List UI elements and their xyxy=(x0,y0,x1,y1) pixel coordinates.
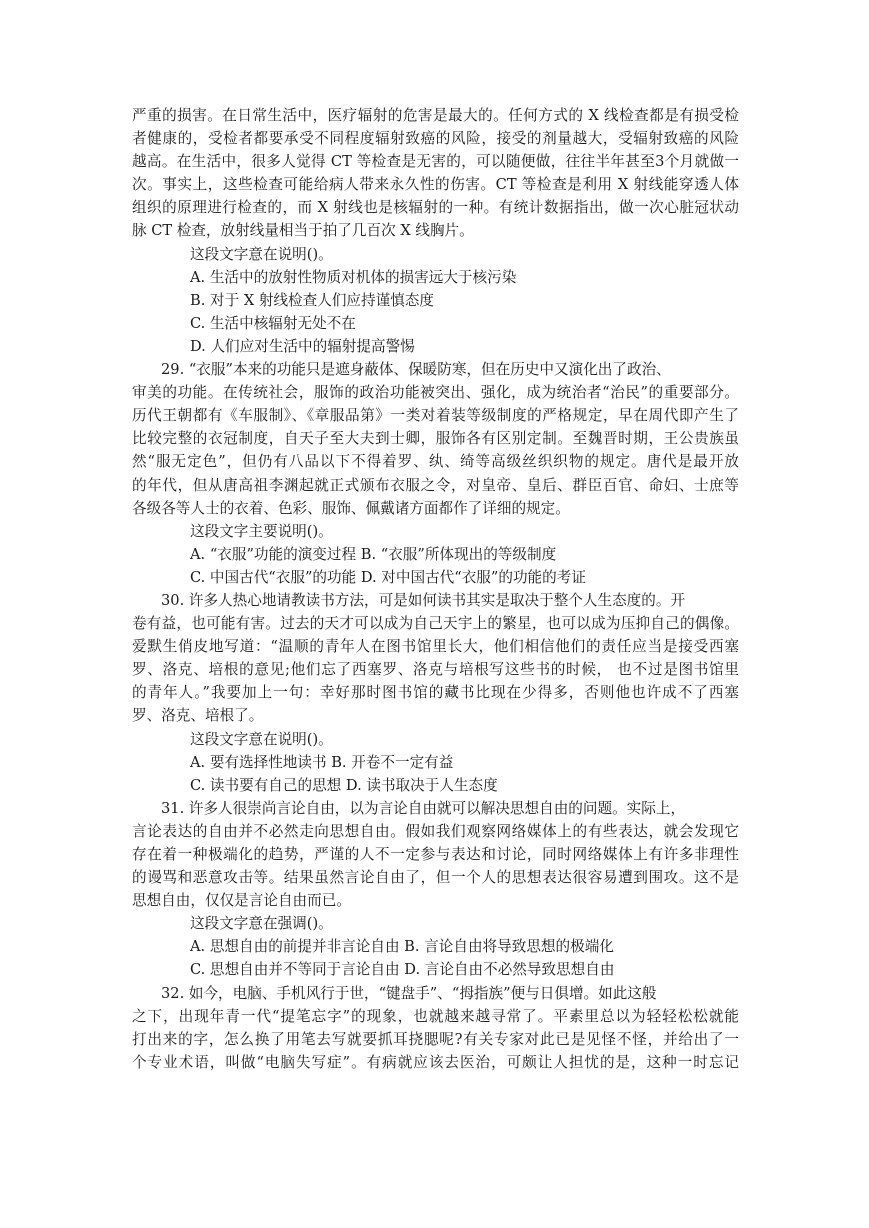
text-line: 个专业术语，叫做“电脑失写症”。有病就应该去医治，可颇让人担忧的是，这种一时忘记 xyxy=(132,1053,739,1071)
text-line: 罗、洛克、培根了。 xyxy=(132,707,264,725)
answer-option: C. 生活中核辐射无处不在 xyxy=(190,314,356,332)
answer-option: A. 思想自由的前提并非言论自由 B. 言论自由将导致思想的极端化 xyxy=(190,938,614,956)
answer-option: A. “衣服”功能的演变过程 B. “衣服”所体现出的等级制度 xyxy=(190,545,557,563)
text-line: 打出来的字，怎么换了用笔去写就要抓耳挠腮呢?有关专家对此已是见怪不怪，并给出了一 xyxy=(132,1030,739,1048)
answer-option: C. 中国古代“衣服”的功能 D. 对中国古代“衣服”的功能的考证 xyxy=(190,568,586,586)
text-line: 的谩骂和恶意攻击等。结果虽然言论自由了，但一个人的思想表达很容易遭到围攻。这不是 xyxy=(132,869,739,887)
question-prompt: 这段文字意在强调()。 xyxy=(190,915,333,933)
text-line: 存在着一种极端化的趋势，严谨的人不一定参与表达和讨论，同时网络媒体上有许多非理性 xyxy=(132,846,739,863)
answer-option: A. 要有选择性地读书 B. 开卷不一定有益 xyxy=(190,753,454,771)
text-line: 者健康的，受检者都要承受不同程度辐射致癌的风险，接受的剂量越大，受辐射致癌的风险 xyxy=(132,130,739,148)
text-line: 历代王朝都有《车服制》、《章服品第》一类对着装等级制度的严格规定，早在周代即产生了 xyxy=(132,407,739,425)
question-paragraph-start: 32. 如今，电脑、手机风行于世，“键盘手”、“拇指族”便与日俱增。如此这般 xyxy=(161,984,657,1002)
text-line: 的年代，但从唐高祖李渊起就正式颁布衣服之令，对皇帝、皇后、群臣百官、命妇、士庶等 xyxy=(132,476,739,494)
text-line: 的青年人。”我要加上一句：幸好那时图书馆的藏书比现在少得多，否则他也许成不了西塞 xyxy=(132,684,739,702)
text-line: 罗、洛克、培根的意见;他们忘了西塞罗、洛克与培根写这些书的时候， 也不过是图书馆里 xyxy=(132,661,739,679)
question-prompt: 这段文字主要说明()。 xyxy=(190,522,333,540)
question-prompt: 这段文字意在说明()。 xyxy=(190,730,333,748)
text-line: 思想自由，仅仅是言论自由而已。 xyxy=(132,892,351,910)
text-line: 脉 CT 检查，放射线量相当于拍了几百次 X 线胸片。 xyxy=(132,222,474,240)
text-line: 次。事实上，这些检查可能给病人带来永久性的伤害。CT 等检查是利用 X 射线能穿透人体 xyxy=(132,176,739,194)
text-line: 言论表达的自由并不必然走向思想自由。假如我们观察网络媒体上的有些表达，就会发现它 xyxy=(132,822,739,840)
text-line: 各级各等人士的衣着、色彩、服饰、佩戴诸方面都作了详细的规定。 xyxy=(132,499,570,517)
text-line: 组织的原理进行检查的，而 X 射线也是核辐射的一种。有统计数据指出，做一次心脏冠状动 xyxy=(132,199,739,217)
text-line: 之下，出现年青一代“提笔忘字”的现象，也就越来越寻常了。平素里总以为轻轻松松就能 xyxy=(132,1007,739,1025)
answer-option: A. 生活中的放射性物质对机体的损害远大于核污染 xyxy=(190,268,517,286)
question-prompt: 这段文字意在说明()。 xyxy=(190,245,333,263)
question-paragraph-start: 30. 许多人热心地请教读书方法，可是如何读书其实是取决于整个人生态度的。开 xyxy=(161,591,686,609)
text-line: 审美的功能。在传统社会，服饰的政治功能被突出、强化，成为统治者“治民”的重要部分。 xyxy=(132,384,739,402)
text-line: 越高。在生活中，很多人觉得 CT 等检查是无害的，可以随便做，往往半年甚至3个月就做一 xyxy=(132,153,739,171)
text-line: 爱默生俏皮地写道：“温顺的青年人在图书馆里长大，他们相信他们的责任应当是接受西塞 xyxy=(132,638,739,656)
answer-option: C. 思想自由并不等同于言论自由 D. 言论自由不必然导致思想自由 xyxy=(190,961,615,979)
text-line: 卷有益，也可能有害。过去的天才可以成为自己天宇上的繁星，也可以成为压抑自己的偶像。 xyxy=(132,615,739,633)
text-line: 比较完整的衣冠制度，自天子至大夫到士卿，服饰各有区别定制。至魏晋时期，王公贵族虽 xyxy=(132,430,739,448)
answer-option: C. 读书要有自己的思想 D. 读书取决于人生态度 xyxy=(190,776,498,794)
text-line: 严重的损害。在日常生活中，医疗辐射的危害是最大的。任何方式的 X 线检查都是有损受检 xyxy=(132,107,739,124)
question-paragraph-start: 29. “衣服”本来的功能只是遮身蔽体、保暖防寒，但在历史中又演化出了政治、 xyxy=(161,361,671,379)
question-paragraph-start: 31. 许多人很崇尚言论自由，以为言论自由就可以解决思想自由的问题。实际上， xyxy=(161,799,686,817)
answer-option: B. 对于 X 射线检查人们应持谨慎态度 xyxy=(190,291,434,309)
text-line: 然“服无定色”，但仍有八品以下不得着罗、纨、绮等高级丝织织物的规定。唐代是最开放 xyxy=(132,453,739,471)
answer-option: D. 人们应对生活中的辐射提高警惕 xyxy=(190,337,415,355)
text-column xyxy=(132,104,739,1074)
